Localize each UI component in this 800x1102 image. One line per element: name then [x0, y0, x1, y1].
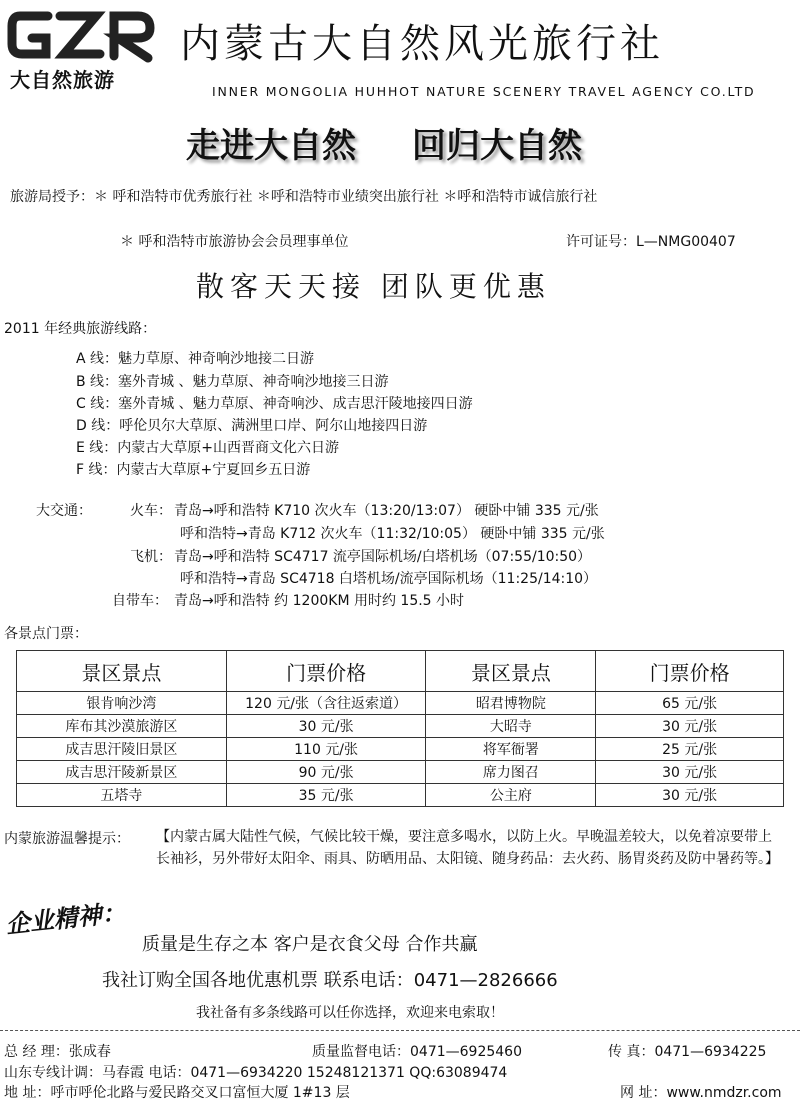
routes-title: 2011 年经典旅游线路： [4, 321, 157, 337]
table-cell: 五塔寺 [17, 784, 227, 807]
tips-label: 内蒙旅游温馨提示： [4, 831, 130, 847]
table-cell: 25 元/张 [596, 738, 784, 761]
table-cell: 90 元/张 [226, 761, 426, 784]
table-row [17, 715, 784, 738]
column-header: 景区景点 [426, 651, 596, 692]
route-item: A 线：魅力草原、神奇响沙地接二日游 [76, 351, 315, 367]
slogan-left: 走进大自然 [186, 126, 356, 166]
spirit-motto: 质量是生存之本 客户是衣食父母 合作共赢 [142, 934, 478, 955]
table-cell: 席力图召 [426, 761, 596, 784]
table-cell: 库布其沙漠旅游区 [17, 715, 227, 738]
car-label: 自带车： [112, 593, 168, 609]
table-row [17, 761, 784, 784]
table-cell: 30 元/张 [596, 761, 784, 784]
route-item: B 线：塞外青城 、魅力草原、神奇响沙地接三日游 [76, 374, 389, 390]
table-cell: 35 元/张 [226, 784, 426, 807]
train-label: 火车： [130, 503, 172, 519]
table-cell: 昭君博物院 [426, 692, 596, 715]
car-line: 青岛→呼和浩特 约 1200KM 用时约 15.5 小时 [174, 593, 465, 609]
table-cell: 30 元/张 [226, 715, 426, 738]
footer-divider [0, 1030, 800, 1031]
table-cell: 银肯响沙湾 [17, 692, 227, 715]
awards-line-1: 旅游局授予：＊ 呼和浩特市优秀旅行社 ＊呼和浩特市业绩突出旅行社 ＊呼和浩特市诚信旅行社 [10, 189, 598, 205]
table-row [17, 738, 784, 761]
routes-invite: 我社备有多条线路可以任你选择，欢迎来电索取！ [196, 1005, 504, 1021]
awards-line-2: ＊ 呼和浩特市旅游协会会员理事单位 [120, 234, 349, 250]
ticket-price-table [16, 650, 784, 807]
footer-fax: 传 真：0471—6934225 [608, 1044, 767, 1060]
route-item: D 线：呼伦贝尔大草原、满洲里口岸、阿尔山地接四日游 [76, 418, 428, 434]
table-row [17, 692, 784, 715]
footer-shandong-line: 山东专线计调：马春霞 电话：0471—6934220 15248121371 QQ:63089474 [4, 1065, 508, 1081]
tips-text: 【内蒙古属大陆性气候，气候比较干燥，要注意多喝水，以防上火。早晚温差较大，以免着凉要带上长袖衫，另外带好太阳伞、雨具、防晒用品、太阳镜、随身药品：去火药、肠胃炎药及防中暑药等。】 [156, 829, 779, 867]
table-cell: 成吉思汗陵新景区 [17, 761, 227, 784]
route-item: F 线：内蒙古大草原+宁夏回乡五日游 [76, 462, 311, 478]
spirit-label: 企业精神： [4, 897, 127, 939]
table-cell: 公主府 [426, 784, 596, 807]
license-number: 许可证号：L—NMG00407 [566, 234, 736, 250]
logo-letters-graphic [6, 4, 156, 64]
transport-label: 大交通： [36, 503, 92, 519]
column-header: 门票价格 [226, 651, 426, 692]
plane-line-1: 青岛→呼和浩特 SC4717 流亭国际机场/白塔机场（07:55/10:50） [174, 549, 592, 565]
route-item: C 线：塞外青城 、魅力草原、神奇响沙、成吉思汗陵地接四日游 [76, 396, 473, 412]
table-cell: 30 元/张 [596, 784, 784, 807]
tickets-title: 各景点门票： [4, 626, 88, 642]
route-item: E 线：内蒙古大草原+山西晋商文化六日游 [76, 440, 340, 456]
ticket-booking-line: 我社订购全国各地优惠机票 联系电话：0471—2826666 [102, 970, 558, 991]
train-line-1: 青岛→呼和浩特 K710 次火车（13:20/13:07） 硬卧中铺 335 元/张 [174, 503, 599, 519]
table-row [17, 784, 784, 807]
company-name-en: INNER MONGOLIA HUHHOT NATURE SCENERY TRAVEL AGENCY CO.LTD [212, 84, 756, 99]
plane-line-2: 呼和浩特→青岛 SC4718 白塔机场/流亭国际机场（11:25/14:10） [180, 571, 598, 587]
table-cell: 成吉思汗陵旧景区 [17, 738, 227, 761]
table-cell: 将军衙署 [426, 738, 596, 761]
table-cell: 65 元/张 [596, 692, 784, 715]
footer-website: 网 址：www.nmdzr.com [620, 1085, 782, 1101]
table-cell: 120 元/张（含往返索道） [226, 692, 426, 715]
table-cell: 30 元/张 [596, 715, 784, 738]
logo-text: 大自然旅游 [10, 68, 115, 92]
table-cell: 110 元/张 [226, 738, 426, 761]
table-header-row [17, 651, 784, 692]
company-logo [6, 4, 156, 90]
slogan-right: 回归大自然 [412, 126, 582, 166]
service-slogan: 散客天天接 团队更优惠 [196, 270, 551, 303]
train-line-2: 呼和浩特→青岛 K712 次火车（11:32/10:05） 硬卧中铺 335 元/张 [180, 526, 605, 542]
footer-address: 地 址：呼市呼伦北路与爱民路交叉口富恒大厦 1#13 层 [4, 1085, 350, 1101]
footer-manager: 总 经 理：张成春 [4, 1044, 111, 1060]
column-header: 门票价格 [596, 651, 784, 692]
plane-label: 飞机： [130, 549, 172, 565]
table-cell: 大昭寺 [426, 715, 596, 738]
footer-supervise-phone: 质量监督电话：0471—6925460 [312, 1044, 522, 1060]
column-header: 景区景点 [17, 651, 227, 692]
company-name-cn: 内蒙古大自然风光旅行社 [180, 21, 664, 67]
